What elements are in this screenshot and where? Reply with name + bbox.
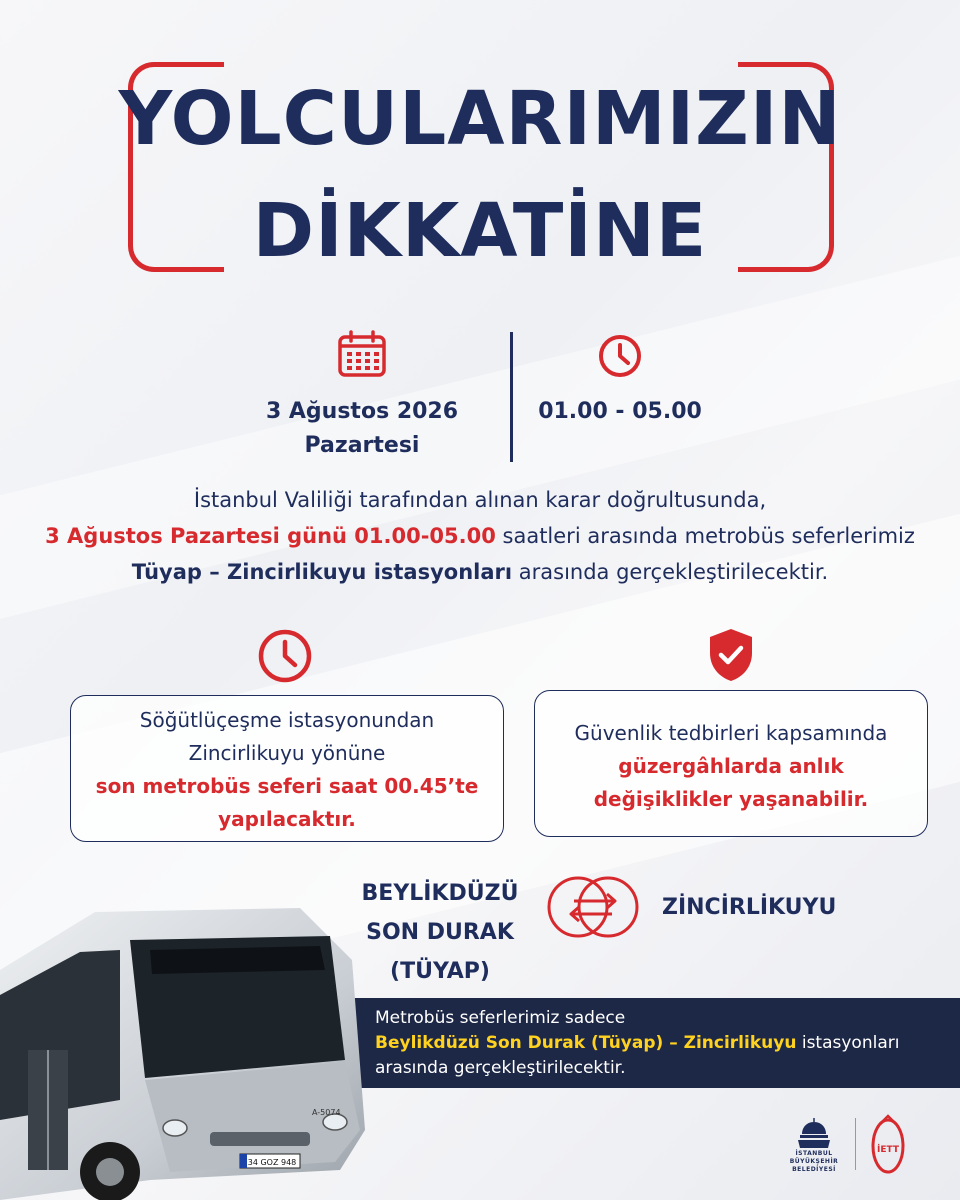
announcement-paragraph xyxy=(0,482,960,590)
title-line-2: DİKKATİNE xyxy=(252,188,708,274)
info-divider xyxy=(510,332,513,462)
card-highlight: değişiklikler yaşanabilir. xyxy=(593,787,869,811)
paragraph-line-2-rest: saatleri arasında metrobüs seferlerimiz xyxy=(495,524,915,548)
route-destination: ZİNCİRLİKUYU xyxy=(662,895,837,920)
ibb-logo-line: BELEDİYESİ xyxy=(792,1166,836,1173)
title-line-1: YOLCULARIMIZIN xyxy=(118,76,842,162)
card-line: Güvenlik tedbirleri kapsamında xyxy=(574,721,888,745)
card-line: Zincirlikuyu yönüne xyxy=(188,741,386,765)
ibb-logo-line: BÜYÜKŞEHİR xyxy=(789,1158,839,1165)
calendar-icon xyxy=(337,330,387,378)
date-line: 3 Ağustos 2026 xyxy=(265,399,459,424)
iett-logo xyxy=(870,1112,906,1176)
card-highlight: güzergâhlarda anlık xyxy=(618,754,844,778)
info-banner xyxy=(345,998,960,1088)
bidirectional-arrows-icon xyxy=(546,870,640,944)
banner-text xyxy=(375,1006,899,1081)
last-service-card xyxy=(70,695,504,842)
plate-text: 34 GOZ 948 xyxy=(247,1158,297,1167)
paragraph-highlight-date: 3 Ağustos Pazartesi günü 01.00-05.00 xyxy=(45,524,496,548)
bus-code: A-5074 xyxy=(312,1108,341,1117)
date-block xyxy=(222,395,502,463)
ibb-logo-line: İSTANBUL xyxy=(795,1150,833,1157)
route-origin-line: (TÜYAP) xyxy=(390,959,490,984)
clock-icon xyxy=(597,333,643,379)
banner-line-2 xyxy=(375,1031,899,1056)
banner-line-2-rest: istasyonları xyxy=(796,1033,900,1053)
clock-icon xyxy=(256,627,314,685)
metrobus-image xyxy=(0,900,380,1200)
route-origin-line: BEYLİKDÜZÜ xyxy=(361,881,519,906)
paragraph-line-2 xyxy=(0,518,960,554)
route-origin-line: SON DURAK xyxy=(366,920,514,945)
time-range: 01.00 - 05.00 xyxy=(538,399,702,424)
paragraph-line-1: İstanbul Valiliği tarafından alınan karar doğrultusunda, xyxy=(193,488,767,512)
security-notice-card xyxy=(534,690,928,837)
banner-line-1: Metrobüs seferlerimiz sadece xyxy=(375,1008,626,1028)
banner-highlight: Beylikdüzü Son Durak (Tüyap) – Zincirlikuyu xyxy=(375,1033,797,1053)
weekday-line: Pazartesi xyxy=(304,433,420,458)
card-highlight: yapılacaktır. xyxy=(218,807,356,831)
ibb-logo-text xyxy=(778,1150,850,1174)
paragraph-highlight-route: Tüyap – Zincirlikuyu istasyonları xyxy=(131,560,513,584)
card-line: Söğütlüçeşme istasyonundan xyxy=(139,708,435,732)
iett-logo-text: İETT xyxy=(877,1145,899,1155)
logo-divider xyxy=(855,1118,856,1170)
paragraph-line-3-rest: arasında gerçekleştirilecektir. xyxy=(512,560,829,584)
shield-check-icon xyxy=(707,627,755,683)
banner-line-3: arasında gerçekleştirilecektir. xyxy=(375,1058,626,1078)
card-highlight: son metrobüs seferi saat 00.45’te xyxy=(95,774,479,798)
paragraph-line-3 xyxy=(0,554,960,590)
